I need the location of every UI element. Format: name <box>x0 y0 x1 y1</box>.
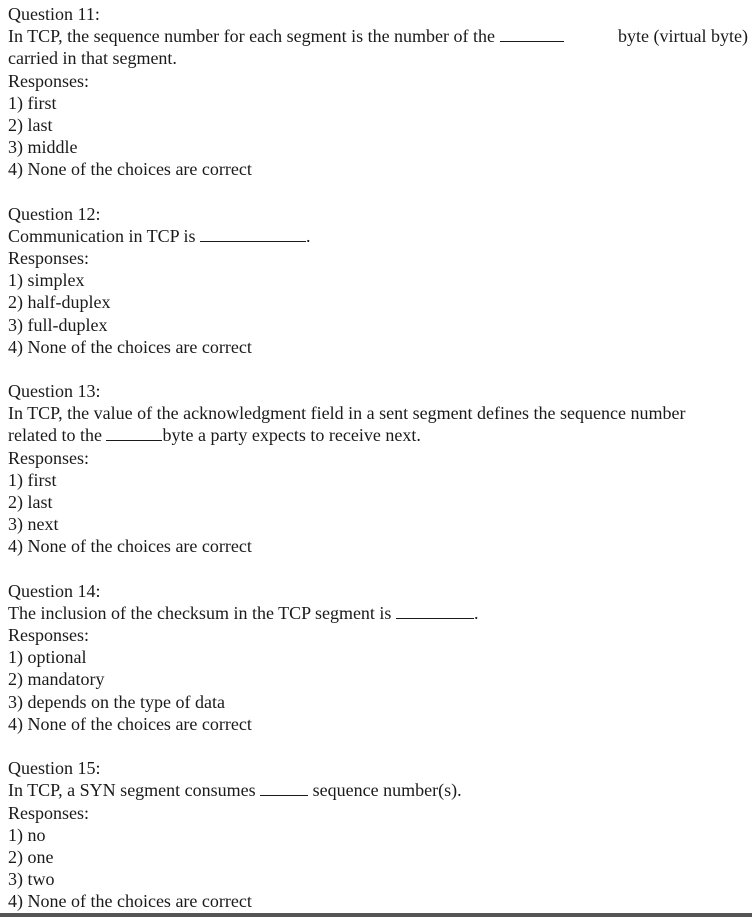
response-option: 4) None of the choices are correct <box>8 159 252 180</box>
responses-label: Responses: <box>8 802 89 823</box>
question-11 <box>8 3 752 181</box>
response-option: 4) None of the choices are correct <box>8 336 252 357</box>
question-13 <box>8 380 752 558</box>
question-stem <box>8 25 748 47</box>
question-stem: Communication in TCP is . <box>8 225 311 246</box>
response-option: 2) one <box>8 846 54 867</box>
question-title: Question 15: <box>8 758 101 779</box>
response-option: 3) full-duplex <box>8 314 108 335</box>
response-option: 2) mandatory <box>8 669 105 690</box>
question-title: Question 12: <box>8 203 101 224</box>
response-option: 4) None of the choices are correct <box>8 536 252 557</box>
question-14 <box>8 580 752 735</box>
question-stem: The inclusion of the checksum in the TCP segment is . <box>8 602 479 623</box>
response-option: 1) no <box>8 824 46 845</box>
answer-blank <box>396 604 474 619</box>
scroll-edge-bar <box>0 913 752 917</box>
stem-text: In TCP, the sequence number for each segment is the number of the <box>8 25 564 47</box>
responses-label: Responses: <box>8 248 89 269</box>
answer-blank <box>260 781 308 796</box>
answer-blank <box>500 27 564 42</box>
quiz-document <box>8 3 752 913</box>
answer-blank <box>106 426 162 441</box>
response-option: 3) depends on the type of data <box>8 691 225 712</box>
question-stem: related to the byte a party expects to receive next. <box>8 425 421 446</box>
responses-label: Responses: <box>8 447 89 468</box>
response-option: 3) two <box>8 869 55 890</box>
response-option: 2) last <box>8 492 53 513</box>
response-option: 3) middle <box>8 137 78 158</box>
response-option: 3) next <box>8 514 59 535</box>
response-option: 4) None of the choices are correct <box>8 891 252 912</box>
question-stem: In TCP, the value of the acknowledgment field in a sent segment defines the sequence number <box>8 403 686 424</box>
question-stem: In TCP, a SYN segment consumes sequence number(s). <box>8 780 462 801</box>
response-option: 1) simplex <box>8 270 85 291</box>
response-option: 4) None of the choices are correct <box>8 713 252 734</box>
question-title: Question 14: <box>8 580 101 601</box>
responses-label: Responses: <box>8 625 89 646</box>
question-12 <box>8 203 752 358</box>
response-option: 1) first <box>8 469 57 490</box>
question-15 <box>8 757 752 912</box>
response-option: 1) optional <box>8 647 87 668</box>
responses-label: Responses: <box>8 70 89 91</box>
response-option: 2) half-duplex <box>8 292 111 313</box>
stem-text: byte (virtual byte) <box>618 26 748 47</box>
response-option: 1) first <box>8 92 57 113</box>
response-option: 2) last <box>8 115 53 136</box>
question-title: Question 11: <box>8 4 100 24</box>
stem-text: carried in that segment. <box>8 48 177 69</box>
question-title: Question 13: <box>8 381 101 402</box>
answer-blank <box>200 227 306 242</box>
